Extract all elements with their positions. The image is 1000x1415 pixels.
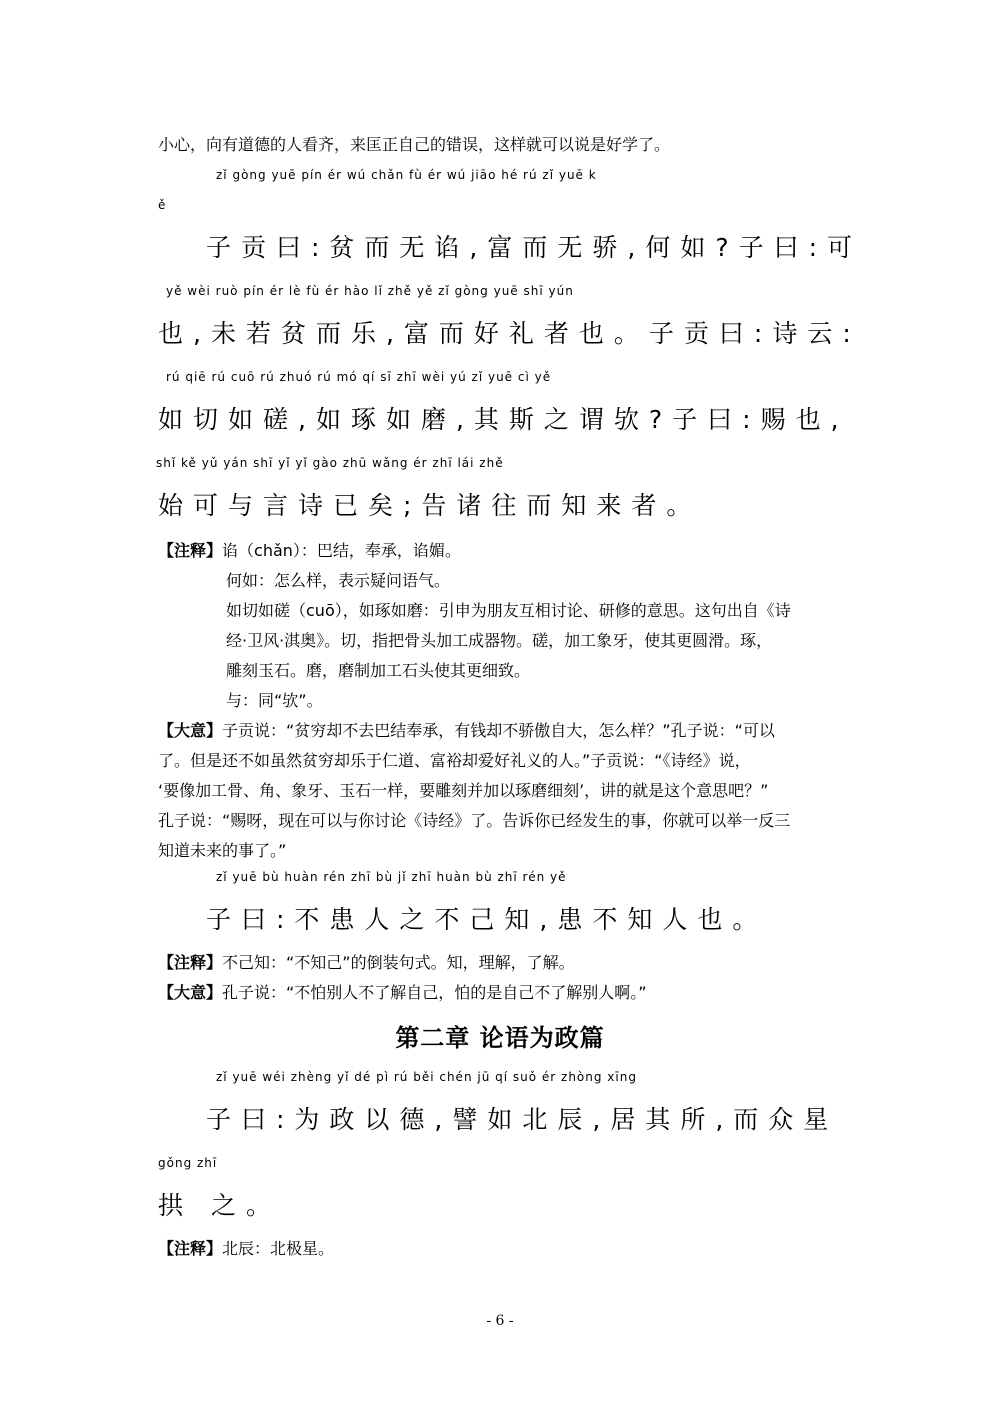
pinyin-line: zǐ yuē wéi zhèng yǐ dé pì rú běi chén jū qí suǒ ér zhòng xīng — [216, 1070, 637, 1084]
annotation-text: 不己知：“不知己”的倒装句式。知，理解，了解。 — [222, 953, 575, 972]
classical-text-line: 始可与言诗已矣;告诸往而知来者。 — [158, 491, 702, 520]
translation-tag: 【大意】 — [158, 983, 223, 1002]
classical-text-line: 子曰:为政以德,譬如北辰,居其所,而众星 — [206, 1105, 839, 1134]
translation-text: 子贡说：“贫穷却不去巴结奉承，有钱却不骄傲自大，怎么样？”孔子说：“可以 — [222, 721, 775, 740]
annotation-tag: 【注释】 — [158, 1239, 223, 1258]
pinyin-line: gǒng zhī — [158, 1156, 218, 1170]
annotation-line — [158, 1234, 863, 1264]
translation-line — [158, 978, 863, 1008]
annotation-line: 与：同“欤”。 — [226, 691, 323, 710]
translation-line — [158, 716, 863, 746]
classical-text-line: 也,未若贫而乐,富而好礼者也。子贡曰:诗云: — [158, 319, 861, 348]
page-number: - 6 - — [486, 1313, 514, 1329]
pinyin-line: shǐ kě yǔ yán shī yǐ yǐ gào zhū wǎng ér zhī lái zhě — [156, 456, 504, 470]
pinyin-line: zǐ yuē bù huàn rén zhī bù jǐ zhī huàn bù zhī rén yě — [216, 870, 567, 884]
pinyin-line: rú qiē rú cuō rú zhuó rú mó qí sī zhī wèi yú zǐ yuē cì yě — [166, 370, 552, 384]
translation-text: 孔子说：“不怕别人不了解自己，怕的是自己不了解别人啊。” — [222, 983, 647, 1002]
annotation-line — [158, 536, 863, 566]
classical-text-line: 如切如磋,如琢如磨,其斯之谓欤?子曰:赐也, — [158, 405, 849, 434]
pinyin-line: yě wèi ruò pín ér lè fù ér hào lǐ zhě yě zǐ gòng yuē shī yún — [166, 284, 574, 298]
annotation-tag: 【注释】 — [158, 953, 223, 972]
annotation-text: 谄（chǎn）：巴结，奉承，谄媚。 — [222, 541, 461, 560]
annotation-line: 经·卫风·淇奥》。切，指把骨头加工成器物。磋，加工象牙，使其更圆滑。琢， — [226, 631, 773, 650]
translation-line: 孔子说：“赐呀，现在可以与你讨论《诗经》了。告诉你已经发生的事，你就可以举一反三 — [158, 811, 791, 830]
translation-line: ‘要像加工骨、角、象牙、玉石一样，要雕刻并加以琢磨细刻’，讲的就是这个意思吧？” — [158, 781, 769, 800]
pinyin-line: ě — [158, 198, 167, 212]
annotation-text: 北辰：北极星。 — [222, 1239, 335, 1258]
chapter-title: 第二章 论语为政篇 — [395, 1024, 605, 1052]
classical-text-line: 子贡曰:贫而无谄,富而无骄,何如?子曰:可 — [206, 233, 863, 262]
classical-text-line: 拱 之。 — [158, 1191, 281, 1220]
classical-text-line: 子曰:不患人之不己知,患不知人也。 — [206, 905, 768, 934]
pinyin-line: zǐ gòng yuē pín ér wú chǎn fù ér wú jiāo hé rú zǐ yuē k — [216, 168, 597, 182]
annotation-line — [158, 948, 863, 978]
annotation-line: 如切如磋（cuō），如琢如磨：引申为朋友互相讨论、研修的意思。这句出自《诗 — [226, 601, 791, 620]
text-line: 小心，向有道德的人看齐，来匡正自己的错误，这样就可以说是好学了。 — [158, 135, 671, 154]
annotation-line: 何如：怎么样，表示疑问语气。 — [226, 571, 451, 590]
translation-tag: 【大意】 — [158, 721, 223, 740]
translation-line: 了。但是还不如虽然贫穷却乐于仁道、富裕却爱好礼义的人。”子贡说：“《诗经》说， — [158, 751, 751, 770]
annotation-tag: 【注释】 — [158, 541, 223, 560]
translation-line: 知道未来的事了。” — [158, 841, 287, 860]
annotation-line: 雕刻玉石。磨，磨制加工石头使其更细致。 — [226, 661, 531, 680]
